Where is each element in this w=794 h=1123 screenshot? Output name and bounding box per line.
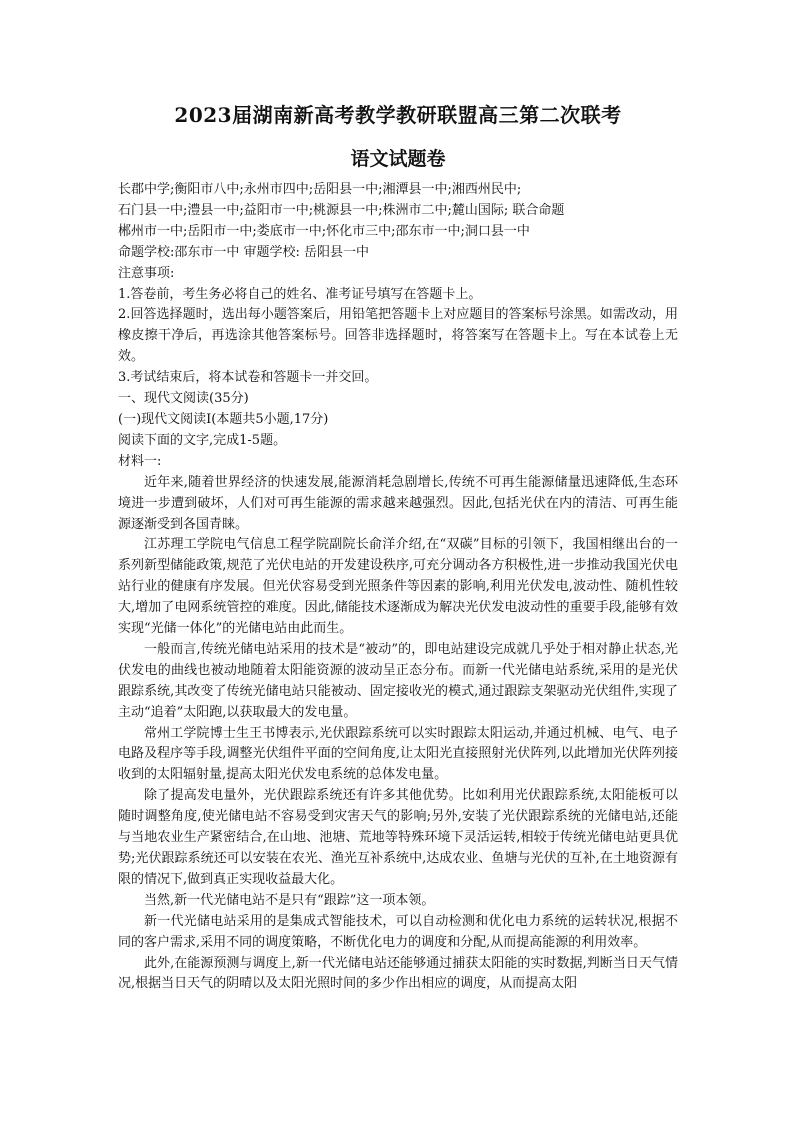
section-instruction: 阅读下面的文字,完成1-5题。 (118, 432, 287, 448)
passage-paragraph: 常州工学院博士生王书博表示,光伏跟踪系统可以实时跟踪太阳运动,并通过机械、电气、电子电路及程序等手段,调整光伏组件平面的空间角度,让太阳光直接照射光伏阵列,以此增加光伏阵列接收到的太阳辐射量,提高太阳光伏发电系统的总体发电量。 (118, 725, 678, 783)
exam-page (118, 100, 678, 995)
material-label: 材料一: (118, 453, 162, 469)
notice-item: 1.答卷前，考生务必将自己的姓名、准考证号填写在答题卡上。 (118, 286, 482, 302)
section-block (118, 389, 678, 473)
exam-title: 2023届湖南新高考教学教研联盟高三第二次联考 (174, 103, 622, 127)
notice-item: 3.考试结束后，将本试卷和答题卡一并交回。 (118, 370, 378, 386)
passage-paragraph: 一般而言,传统光储电站采用的技术是“被动”的，即电站建设完成就几乎处于相对静止状态,光伏发电的曲线也被动地随着太阳能资源的波动呈正态分布。而新一代光储电站系统,采用的是光伏跟踪系统,其改变了传统光储电站只能被动、固定接收光的模式,通过跟踪支架驱动光伏组件,实现了主动“追着”太阳跑,以获取最大的发电量。 (118, 641, 678, 720)
passage-paragraph: 此外,在能源预测与调度上,新一代光储电站还能够通过捕获太阳能的实时数据,判断当日天气情况,根据当日天气的阴晴以及太阳光照时间的多少作出相应的调度，从而提高太阳 (118, 955, 678, 992)
passage-paragraph: 近年来,随着世界经济的快速发展,能源消耗急剧增长,传统不可再生能源储量迅速降低,生态环境进一步遭到破坏，人们对可再生能源的需求越来越强烈。因此,包括光伏在内的清洁、可再生能源逐渐受到各国青睐。 (118, 474, 678, 532)
section-heading: 一、现代文阅读(35分) (118, 391, 249, 407)
passage-paragraph: 江苏理工学院电气信息工程学院副院长俞洋介绍,在“双碳”目标的引领下，我国相继出台的一系列新型储能政策,规范了光伏电站的开发建设秩序,可充分调动各方积极性,进一步推动我国光伏电站行业的健康有序发展。但光伏容易受到光照条件等因素的影响,利用光伏发电,波动性、随机性较大,增加了电网系统管控的难度。因此,储能技术逐渐成为解决光伏发电波动性的重要手段,能够有效实现“光储一体化”的光储电站由此而生。 (118, 537, 678, 637)
schools-line: 石门县一中;澧县一中;益阳市一中;桃源县一中;株洲市二中;麓山国际; 联合命题 (118, 202, 565, 218)
notice-item: 2.回答选择题时，选出每小题答案后，用铅笔把答题卡上对应题目的答案标号涂黑。如需改动，用橡皮擦干净后，再选涂其他答案标号。回答非选择题时，将答案写在答题卡上。写在本试卷上无效。 (118, 307, 678, 365)
schools-block (118, 180, 678, 264)
notice-heading: 注意事项: (118, 265, 175, 281)
schools-line: 郴州市一中;岳阳市一中;娄底市一中;怀化市三中;邵东市一中;洞口县一中 (118, 223, 530, 239)
passage-paragraph: 除了提高发电量外，光伏跟踪系统还有许多其他优势。比如利用光伏跟踪系统,太阳能板可以随时调整角度,使光储电站不容易受到灾害天气的影响;另外,安装了光伏跟踪系统的光储电站,还能与当地农业生产紧密结合,在山地、池塘、荒地等特殊环境下灵活运转,相较于传统光储电站更具优势;光伏跟踪系统还可以安装在农光、渔光互补系统中,达成农业、鱼塘与光伏的互补,在土地资源有限的情况下,做到真正实现收益最大化。 (118, 788, 678, 887)
exam-subtitle: 语文试题卷 (350, 148, 446, 170)
schools-line: 长郡中学;衡阳市八中;永州市四中;岳阳县一中;湘潭县一中;湘西州民中; (118, 182, 522, 197)
passage-paragraph: 当然,新一代光储电站不是只有“跟踪”这一项本领。 (144, 892, 435, 908)
passage-paragraph: 新一代光储电站采用的是集成式智能技术，可以自动检测和优化电力系统的运转状况,根据不同的客户需求,采用不同的调度策略，不断优化电力的调度和分配,从而提高能源的利用效率。 (118, 913, 678, 950)
notice-block (118, 264, 678, 389)
authoring-schools-line: 命题学校:邵东市一中 审题学校: 岳阳县一中 (118, 244, 370, 260)
section-subheading: (一)现代文阅读Ⅰ(本题共5小题,17分) (118, 411, 329, 427)
reading-passage (118, 473, 678, 996)
